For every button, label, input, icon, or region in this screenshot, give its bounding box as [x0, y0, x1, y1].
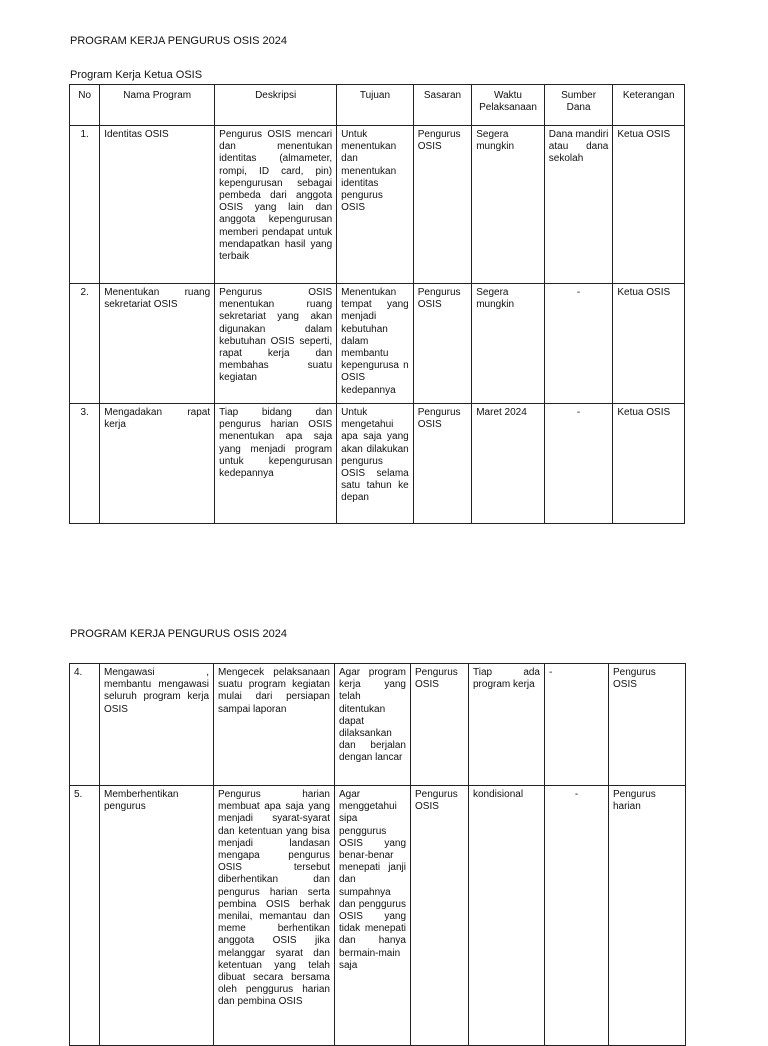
- table-row: [70, 786, 686, 1046]
- table-header-row: [70, 85, 685, 126]
- header-keterangan: Keterangan: [613, 85, 685, 126]
- cell-dana: -: [544, 284, 613, 404]
- cell-dana: -: [545, 664, 609, 786]
- table-row: [70, 126, 685, 284]
- cell-sasaran: Pengurus OSIS: [411, 664, 469, 786]
- cell-tujuan: Untuk menentukan dan menentukan identitas pengurus OSIS: [337, 126, 414, 284]
- cell-nama: Mengawasi , membantu mengawasi seluruh program kerja OSIS: [100, 664, 214, 786]
- cell-deskripsi: Pengurus harian membuat apa saja yang menjadi syarat-syarat dan ketentuan yang bisa menjadi landasan mengapa pengurus OSIS tersebut diberhentikan dan pengurus harian serta pembina OSIS berhak menilai, memantau dan meme berhentikan anggota OSIS jika melanggar syarat dan ketentuan yang telah dibuat secara bersama oleh penggurus harian dan pembina OSIS: [214, 786, 335, 1046]
- cell-dana: -: [544, 404, 613, 524]
- cell-sasaran: Pengurus OSIS: [413, 126, 471, 284]
- cell-keterangan: Pengurus OSIS: [609, 664, 686, 786]
- cell-dana: Dana mandiri atau dana sekolah: [544, 126, 613, 284]
- cell-sasaran: Pengurus OSIS: [411, 786, 469, 1046]
- cell-no: 5.: [70, 786, 100, 1046]
- cell-nama: Identitas OSIS: [100, 126, 215, 284]
- header-no: No: [70, 85, 100, 126]
- cell-dana: -: [545, 786, 609, 1046]
- cell-tujuan: Agar menggetahui sipa penggurus OSIS yang benar-benar menepati janji dan sumpahnya dan penggurus OSIS yang tidak menepati dan hanya bermain-main saja: [335, 786, 411, 1046]
- header-sumber-dana: Sumber Dana: [544, 85, 613, 126]
- table-row: [70, 664, 686, 786]
- cell-tujuan: Menentukan tempat yang menjadi kebutuhan dalam membantu kepengurusa n OSIS kedepannya: [337, 284, 414, 404]
- cell-no: 4.: [70, 664, 100, 786]
- table-row: [70, 284, 685, 404]
- header-waktu: Waktu Pelaksanaan: [472, 85, 545, 126]
- header-deskripsi: Deskripsi: [215, 85, 337, 126]
- program-table-2: [69, 663, 686, 1046]
- cell-nama: Menentukan ruang sekretariat OSIS: [100, 284, 215, 404]
- cell-nama: Memberhentikan pengurus: [100, 786, 214, 1046]
- cell-tujuan: Untuk mengetahui apa saja yang akan dilakukan pengurus OSIS selama satu tahun ke depan: [337, 404, 414, 524]
- cell-deskripsi: Pengurus OSIS mencari dan menentukan identitas (almameter, rompi, ID card, pin) kepengurusan sebagai pembeda dari anggota OSIS yang lain dan anggota kepengurusan memberi pendapat untuk mendapatkan hasil yang terbaik: [215, 126, 337, 284]
- cell-no: 2.: [70, 284, 100, 404]
- table-row: [70, 404, 685, 524]
- cell-keterangan: Pengurus harian: [609, 786, 686, 1046]
- cell-waktu: Tiap ada program kerja: [469, 664, 545, 786]
- cell-waktu: Maret 2024: [472, 404, 545, 524]
- cell-waktu: Segera mungkin: [472, 284, 545, 404]
- cell-no: 3.: [70, 404, 100, 524]
- cell-sasaran: Pengurus OSIS: [413, 284, 471, 404]
- cell-keterangan: Ketua OSIS: [613, 126, 685, 284]
- table-subtitle: Program Kerja Ketua OSIS: [70, 69, 203, 81]
- header-sasaran: Sasaran: [413, 85, 471, 126]
- cell-waktu: Segera mungkin: [472, 126, 545, 284]
- cell-no: 1.: [70, 126, 100, 284]
- cell-deskripsi: Pengurus OSIS menentukan ruang sekretariat yang akan digunakan dalam kebutuhan OSIS seperti, rapat kerja dan membahas suatu kegiatan: [215, 284, 337, 404]
- page-title-2: PROGRAM KERJA PENGURUS OSIS 2024: [70, 628, 288, 640]
- program-table-1: [69, 84, 685, 524]
- header-nama-program: Nama Program: [100, 85, 215, 126]
- cell-tujuan: Agar program kerja yang telah ditentukan dapat dilaksankan dan berjalan dengan lancar: [335, 664, 411, 786]
- cell-nama: Mengadakan rapat kerja: [100, 404, 215, 524]
- cell-deskripsi: Tiap bidang dan pengurus harian OSIS menentukan apa saja yang menjadi program untuk kepengurusan kedepannya: [215, 404, 337, 524]
- cell-waktu: kondisional: [469, 786, 545, 1046]
- cell-keterangan: Ketua OSIS: [613, 284, 685, 404]
- header-tujuan: Tujuan: [337, 85, 414, 126]
- page-title-1: PROGRAM KERJA PENGURUS OSIS 2024: [70, 35, 288, 47]
- cell-deskripsi: Mengecek pelaksanaan suatu program kegiatan mulai dari persiapan sampai laporan: [214, 664, 335, 786]
- cell-sasaran: Pengurus OSIS: [413, 404, 471, 524]
- cell-keterangan: Ketua OSIS: [613, 404, 685, 524]
